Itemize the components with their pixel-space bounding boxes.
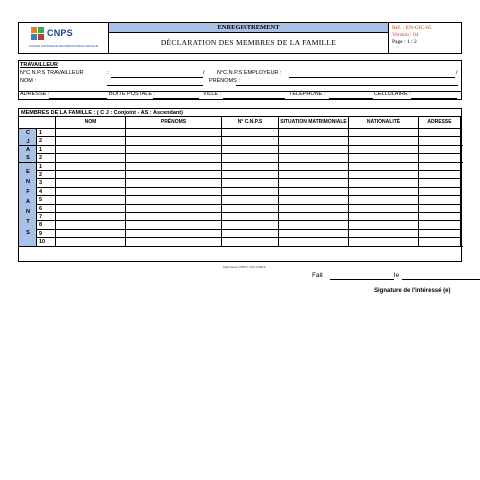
group-letter: T xyxy=(26,219,30,226)
table-cell[interactable] xyxy=(419,129,461,137)
column-header: NATIONALITÉ xyxy=(349,117,419,129)
table-cell[interactable] xyxy=(222,163,279,171)
table-cell[interactable] xyxy=(222,129,279,137)
column-header: PRÉNOMS xyxy=(126,117,222,129)
prenoms-label: PRÉNOMS : xyxy=(209,78,240,84)
nom-label: NOM : xyxy=(20,78,36,84)
column-header: N° C.N.P.S xyxy=(222,117,279,129)
table-cell[interactable] xyxy=(279,171,349,179)
column-header: SITUATION MATRIMONIALE xyxy=(279,117,349,129)
table-cell[interactable] xyxy=(126,196,222,204)
group-letter: C xyxy=(26,130,30,137)
page-number: Page : 1 / 2 xyxy=(392,39,417,45)
row-number: 10 xyxy=(37,238,56,246)
table-cell[interactable] xyxy=(222,146,279,154)
cellulaire-field[interactable] xyxy=(411,98,457,99)
page-title: DÉCLARATION DES MEMBRES DE LA FAMILLE xyxy=(160,38,337,47)
table-cell[interactable] xyxy=(56,196,126,204)
fait-label: Fait xyxy=(312,272,323,279)
group-letter: J xyxy=(26,138,30,145)
table-cell[interactable] xyxy=(349,129,419,137)
table-cell[interactable] xyxy=(349,188,419,196)
cellulaire-label: CELLULAIRE : xyxy=(374,91,411,97)
table-cell[interactable] xyxy=(349,179,419,187)
group-letter: A xyxy=(26,199,30,206)
table-cell[interactable] xyxy=(419,221,461,229)
group-letter: A xyxy=(26,147,30,153)
table-cell[interactable] xyxy=(279,146,349,154)
group-letter: S xyxy=(26,155,30,162)
table-cell[interactable] xyxy=(222,205,279,213)
cnps-employer-field[interactable] xyxy=(289,77,455,78)
table-cell[interactable] xyxy=(279,230,349,238)
header-title-block xyxy=(109,23,389,53)
table-cell[interactable] xyxy=(419,196,461,204)
table-cell[interactable] xyxy=(126,171,222,179)
column-header: NOM xyxy=(56,117,126,129)
table-cell[interactable] xyxy=(419,146,461,154)
table-cell[interactable] xyxy=(56,146,126,154)
group-divider xyxy=(19,246,463,247)
document-reference xyxy=(389,25,464,46)
table-cell[interactable] xyxy=(279,179,349,187)
table-cell[interactable] xyxy=(279,205,349,213)
table-cell[interactable] xyxy=(222,230,279,238)
row-number: 6 xyxy=(37,205,56,213)
table-cell[interactable] xyxy=(126,213,222,221)
row-number: 7 xyxy=(37,213,56,221)
table-cell[interactable] xyxy=(349,213,419,221)
table-cell[interactable] xyxy=(56,188,126,196)
row-number: 8 xyxy=(37,221,56,229)
logo-subtitle: CAISSE NATIONALE DE PRÉVOYANCE SOCIALE xyxy=(29,44,98,48)
table-cell[interactable] xyxy=(349,205,419,213)
table-cell[interactable] xyxy=(56,221,126,229)
bp-field[interactable] xyxy=(153,98,199,99)
row-number: 1 xyxy=(37,146,56,154)
table-cell[interactable] xyxy=(126,129,222,137)
table-cell[interactable] xyxy=(419,205,461,213)
telephone-field[interactable] xyxy=(329,98,373,99)
members-table-title: MEMBRES DE LA FAMILLE : ( C J : Conjoint - AS : Ascendant) xyxy=(19,109,461,117)
table-cell[interactable] xyxy=(349,221,419,229)
group-letter: S xyxy=(26,229,30,236)
fait-field[interactable] xyxy=(330,279,394,280)
table-cell[interactable] xyxy=(222,221,279,229)
group-letter: E xyxy=(26,168,30,175)
prenoms-field[interactable] xyxy=(236,85,458,86)
ville-field[interactable] xyxy=(223,98,285,99)
group-letter: F xyxy=(26,189,30,196)
group-letter: N xyxy=(26,209,30,216)
row-number: 2 xyxy=(37,171,56,179)
table-cell[interactable] xyxy=(222,213,279,221)
row-number: 2 xyxy=(37,137,56,145)
adresse-field[interactable] xyxy=(49,98,107,99)
worker-section xyxy=(18,60,462,100)
table-cell[interactable] xyxy=(56,205,126,213)
row-number: 1 xyxy=(37,129,56,137)
logo-text: CNPS xyxy=(47,28,73,38)
table-cell[interactable] xyxy=(349,171,419,179)
table-cell[interactable] xyxy=(222,188,279,196)
header-blank xyxy=(19,117,56,129)
table-cell[interactable] xyxy=(279,129,349,137)
colon-mark: : xyxy=(107,70,109,76)
ville-label: VILLE : xyxy=(203,91,222,97)
column-header: ADRESSE xyxy=(419,117,461,129)
table-cell[interactable] xyxy=(56,171,126,179)
telephone-label: TÉLÉPHONE : xyxy=(289,91,326,97)
bp-label: BOÎTE POSTALE : xyxy=(109,91,156,97)
cnps-worker-field[interactable] xyxy=(111,77,203,78)
table-cell[interactable] xyxy=(419,179,461,187)
signature-label: Signature de l'intéressé (e) xyxy=(374,288,451,294)
table-cell[interactable] xyxy=(279,196,349,204)
table-cell[interactable] xyxy=(126,163,222,171)
header-band: ENREGISTREMENT xyxy=(109,23,388,33)
worker-section-title: TRAVAILLEUR xyxy=(20,62,58,68)
row-number: 3 xyxy=(37,179,56,187)
slash-mark: / xyxy=(203,70,205,76)
date-field[interactable] xyxy=(402,279,480,280)
table-cell[interactable] xyxy=(349,146,419,154)
cnps-worker-label: N°C.N.P.S TRAVAILLEUR xyxy=(20,70,84,76)
slash-mark: / xyxy=(456,70,458,76)
group-letter: N xyxy=(26,178,30,185)
adresse-label: ADRESSE : xyxy=(20,91,50,97)
table-cell[interactable] xyxy=(222,179,279,187)
table-cell[interactable] xyxy=(349,230,419,238)
table-cell[interactable] xyxy=(419,171,461,179)
row-number: 1 xyxy=(37,163,56,171)
nom-field[interactable] xyxy=(107,85,203,86)
table-cell[interactable] xyxy=(349,196,419,204)
table-cell[interactable] xyxy=(222,196,279,204)
table-cell[interactable] xyxy=(419,230,461,238)
table-cell[interactable] xyxy=(419,213,461,221)
form-header xyxy=(18,22,462,54)
table-cell[interactable] xyxy=(56,179,126,187)
table-cell[interactable] xyxy=(126,221,222,229)
cnps-logo xyxy=(19,23,109,53)
table-cell[interactable] xyxy=(126,146,222,154)
cnps-employer-label: N°C.N.P.S EMPLOYEUR : xyxy=(217,70,282,76)
row-number: 4 xyxy=(37,188,56,196)
table-cell[interactable] xyxy=(279,221,349,229)
row-number: 2 xyxy=(37,154,56,162)
table-cell[interactable] xyxy=(279,213,349,221)
table-cell[interactable] xyxy=(419,188,461,196)
table-cell[interactable] xyxy=(126,188,222,196)
table-cell[interactable] xyxy=(56,163,126,171)
members-table xyxy=(18,108,462,262)
table-cell[interactable] xyxy=(279,188,349,196)
table-cell[interactable] xyxy=(56,129,126,137)
table-cell[interactable] xyxy=(419,163,461,171)
table-cell[interactable] xyxy=(279,163,349,171)
row-number: 9 xyxy=(37,230,56,238)
table-cell[interactable] xyxy=(126,205,222,213)
cnps-logo-icon xyxy=(31,27,45,41)
table-cell[interactable] xyxy=(126,179,222,187)
row-number: 5 xyxy=(37,196,56,204)
table-cell[interactable] xyxy=(126,230,222,238)
printer-note: Imprimerie CNPS® 2011-02DJX xyxy=(223,265,266,269)
le-label: le xyxy=(394,272,400,279)
table-cell[interactable] xyxy=(349,163,419,171)
table-cell[interactable] xyxy=(56,230,126,238)
ref-code: Réf. : EN-GIC-05 xyxy=(392,25,432,31)
version: Version : 04 xyxy=(392,32,419,38)
table-cell[interactable] xyxy=(56,213,126,221)
table-cell[interactable] xyxy=(222,171,279,179)
